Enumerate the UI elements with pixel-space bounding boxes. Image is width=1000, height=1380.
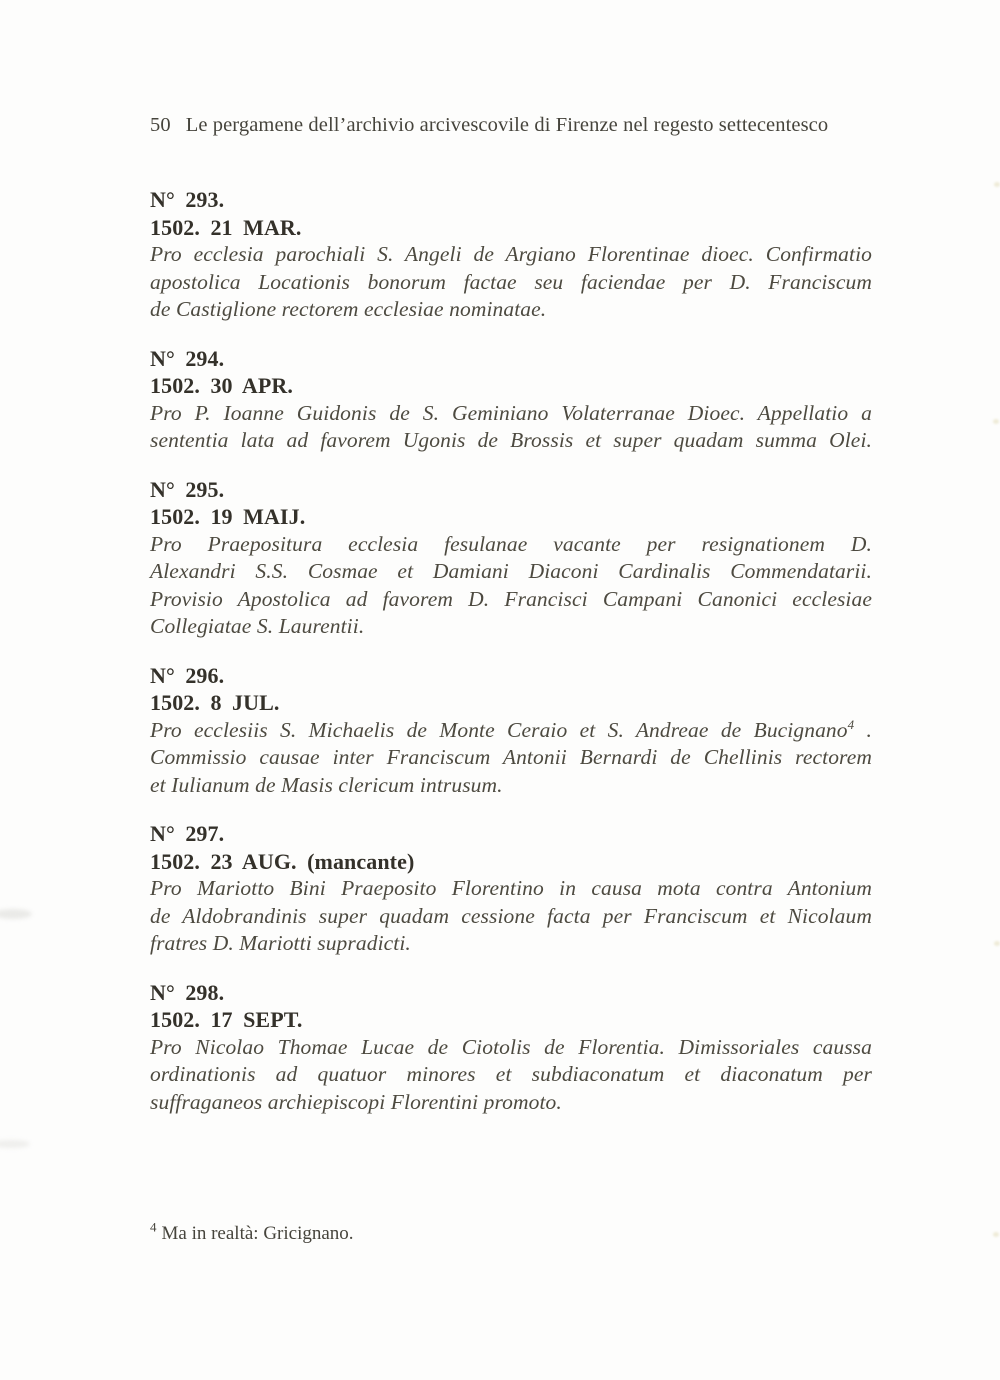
entry — [150, 662, 872, 800]
entry-line: Pro ecclesiis S. Michaelis de Monte Ceraio et S. Andreae de Bucignano$^4$ . — [150, 716, 872, 742]
scan-speck — [993, 1232, 999, 1237]
entry-line: Pro Praepositura ecclesia fesulanae vacante per resignationem D. — [150, 531, 872, 556]
entry-line: de Castiglione rectorem ecclesiae nominatae. — [150, 297, 547, 321]
entry-date: 1502. 17 SEPT. — [150, 1007, 303, 1032]
scan-smudge — [0, 1140, 30, 1148]
entry-line: sententia lata ad favorem Ugonis de Brossis et super quadam summa Olei. — [150, 428, 872, 452]
entry — [150, 345, 872, 455]
entry-date: 1502. 19 MAIJ. — [150, 504, 306, 529]
entry-line: Collegiatae S. Laurentii. — [150, 614, 365, 638]
entry-line: suffraganeos archiepiscopi Florentini promoto. — [150, 1089, 562, 1114]
entry-line: Alexandri S.S. Cosmae et Damiani Diaconi Cardinalis Commendatarii. — [150, 559, 872, 583]
scan-speck — [994, 941, 1000, 946]
entry-number: N° 297. — [150, 821, 225, 846]
entry-line: Commissio causae inter Franciscum Antonii Bernardi de Chellinis rectorem — [150, 745, 872, 769]
entry-number: N° 296. — [150, 662, 225, 688]
entry — [150, 476, 872, 641]
scan-smudge — [0, 909, 32, 919]
footnote-text: Ma in realtà: Gricignano. — [161, 1223, 354, 1244]
entry-line: de Aldobrandinis super quadam cessione facta per Franciscum et Nicolaum — [150, 903, 872, 928]
entry-line: Pro ecclesia parochiali S. Angeli de Argiano Florentinae dioec. Confirmatio — [150, 242, 872, 266]
entry-date: 1502. 8 JUL. — [150, 690, 280, 715]
entry-line: ordinationis ad quatuor minores et subdiaconatum et diaconatum per — [150, 1062, 872, 1086]
entry-line: Provisio Apostolica ad favorem D. Francisci Campani Canonici ecclesiae — [150, 586, 872, 611]
entry-line: apostolica Locationis bonorum factae seu faciendae per D. Franciscum — [150, 269, 872, 294]
entry-line: Pro P. Ioanne Guidonis de S. Geminiano Volaterranae Dioec. Appellatio a — [150, 400, 872, 425]
footnote — [150, 1219, 872, 1246]
entry-number: N° 295. — [150, 476, 225, 502]
regesto-entries — [150, 186, 872, 1116]
page-number: 50 — [150, 114, 171, 136]
entry-line: et Iulianum de Masis clericum intrusum. — [150, 772, 503, 797]
entry-date: 1502. 30 APR. — [150, 373, 293, 398]
entry-date: 1502. 21 MAR. — [150, 214, 302, 240]
entry-number: N° 294. — [150, 345, 225, 371]
entry-line: Pro Mariotto Bini Praeposito Florentino in causa mota contra Antonium — [150, 876, 872, 900]
footnote-ref: 4 — [847, 716, 855, 732]
entry-line: fratres D. Mariotti supradicti. — [150, 931, 411, 955]
entry — [150, 979, 872, 1117]
entry-number: N° 293. — [150, 187, 225, 212]
entry-number: N° 298. — [150, 979, 225, 1005]
scan-speck — [993, 419, 999, 424]
scan-speck — [994, 182, 1000, 187]
footnote-marker: 4 — [150, 1219, 157, 1235]
running-header — [150, 0, 872, 139]
entry — [150, 186, 872, 324]
running-title: Le pergamene dell’archivio arcivescovile di Firenze nel regesto settecentesco — [185, 114, 829, 136]
entry-line: Pro Nicolao Thomae Lucae de Ciotolis de Florentia. Dimissoriales caussa — [150, 1034, 872, 1059]
entry-date: 1502. 23 AUG. (mancante) — [150, 848, 415, 874]
page-content — [150, 0, 872, 1246]
entry — [150, 820, 872, 958]
